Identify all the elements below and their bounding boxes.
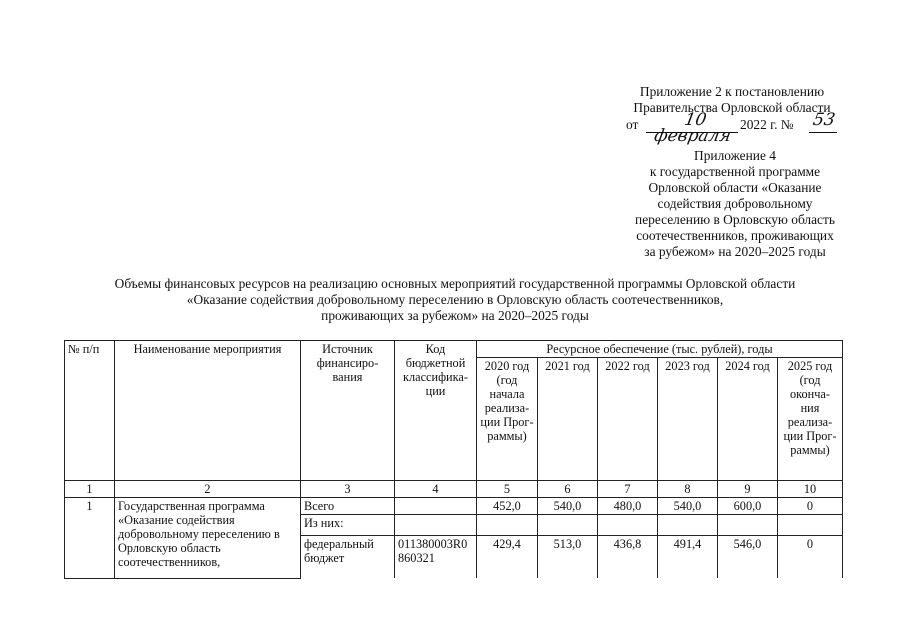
year-number-label: 2022 г. № — [740, 117, 794, 132]
row-value: 452,0 — [477, 498, 538, 515]
handwritten-date: 10 февраля — [652, 110, 733, 146]
appendix-4-header — [612, 148, 858, 260]
row-value: 540,0 — [538, 498, 598, 515]
row-source: Всего — [301, 498, 395, 515]
row-value: 436,8 — [598, 536, 658, 579]
header-num: № п/п — [65, 341, 115, 481]
column-number: 4 — [395, 481, 477, 498]
title-line: проживающих за рубежом» на 2020–2025 годы — [321, 308, 589, 323]
appendix-4-line: соотечественников, проживающих — [636, 228, 834, 243]
document-title — [60, 276, 850, 324]
row-value: 491,4 — [658, 536, 718, 579]
header-year-2022: 2022 год — [598, 358, 658, 481]
column-number: 10 — [778, 481, 843, 498]
row-value: 0 — [778, 498, 843, 515]
appendix-2-line1: Приложение 2 к постановлению — [639, 84, 825, 99]
column-number: 3 — [301, 481, 395, 498]
financial-resources-table — [64, 340, 843, 579]
title-line: «Оказание содействия добровольному переселению в Орловскую область соотечественников, — [186, 292, 724, 307]
appendix-4-line: Приложение 4 — [694, 148, 776, 163]
row-value: 546,0 — [718, 536, 778, 579]
header-year-2023: 2023 год — [658, 358, 718, 481]
appendix-4-line: за рубежом» на 2020–2025 годы — [644, 244, 826, 259]
header-year-2021: 2021 год — [538, 358, 598, 481]
row-value: 600,0 — [718, 498, 778, 515]
appendix-2-header — [604, 84, 860, 146]
header-row — [65, 341, 843, 358]
row-value: 0 — [778, 536, 843, 579]
row-code — [395, 498, 477, 515]
column-number-row — [65, 481, 843, 498]
row-value: 513,0 — [538, 536, 598, 579]
column-number: 7 — [598, 481, 658, 498]
header-source: Источник финансиро-вания — [301, 341, 395, 481]
row-name: Государственная программа «Оказание содействия добровольному переселению в Орловскую область соотечественников, — [115, 498, 301, 579]
table-row — [65, 498, 843, 515]
row-value — [658, 515, 718, 536]
column-number: 9 — [718, 481, 778, 498]
row-value — [538, 515, 598, 536]
appendix-2-line2: Правительства Орловской области — [633, 100, 831, 115]
appendix-4-line: к государственной программе — [649, 164, 821, 179]
appendix-4-line: Орловской области «Оказание — [648, 180, 822, 195]
row-value — [477, 515, 538, 536]
column-number: 2 — [115, 481, 301, 498]
decree-date-line — [604, 110, 860, 146]
row-value: 480,0 — [598, 498, 658, 515]
title-line: Объемы финансовых ресурсов на реализацию основных мероприятий государственной программы Орловской области — [114, 276, 796, 291]
row-code: 011380003R0860321 — [395, 536, 477, 579]
appendix-4-line: переселению в Орловскую область — [635, 212, 835, 227]
appendix-4-line: содействия добровольному — [657, 196, 813, 211]
handwritten-number: 53 — [811, 110, 837, 130]
row-value — [718, 515, 778, 536]
row-source: федеральный бюджет — [301, 536, 395, 579]
column-number: 5 — [477, 481, 538, 498]
header-year-2020: 2020 год (год начала реализа-ции Прог-раммы) — [477, 358, 538, 481]
column-number: 6 — [538, 481, 598, 498]
row-code — [395, 515, 477, 536]
row-value: 540,0 — [658, 498, 718, 515]
header-year-2024: 2024 год — [718, 358, 778, 481]
header-resources: Ресурсное обеспечение (тыс. рублей), годы — [477, 341, 843, 358]
header-name: Наименование мероприятия — [115, 341, 301, 481]
row-value — [778, 515, 843, 536]
header-year-2025: 2025 год (год оконча-ния реализа-ции Прог-раммы) — [778, 358, 843, 481]
date-prefix: от — [626, 117, 639, 132]
row-num: 1 — [65, 498, 115, 579]
column-number: 1 — [65, 481, 115, 498]
header-code: Код бюджетной классифика-ции — [395, 341, 477, 481]
row-source: Из них: — [301, 515, 395, 536]
row-value: 429,4 — [477, 536, 538, 579]
row-value — [598, 515, 658, 536]
column-number: 8 — [658, 481, 718, 498]
